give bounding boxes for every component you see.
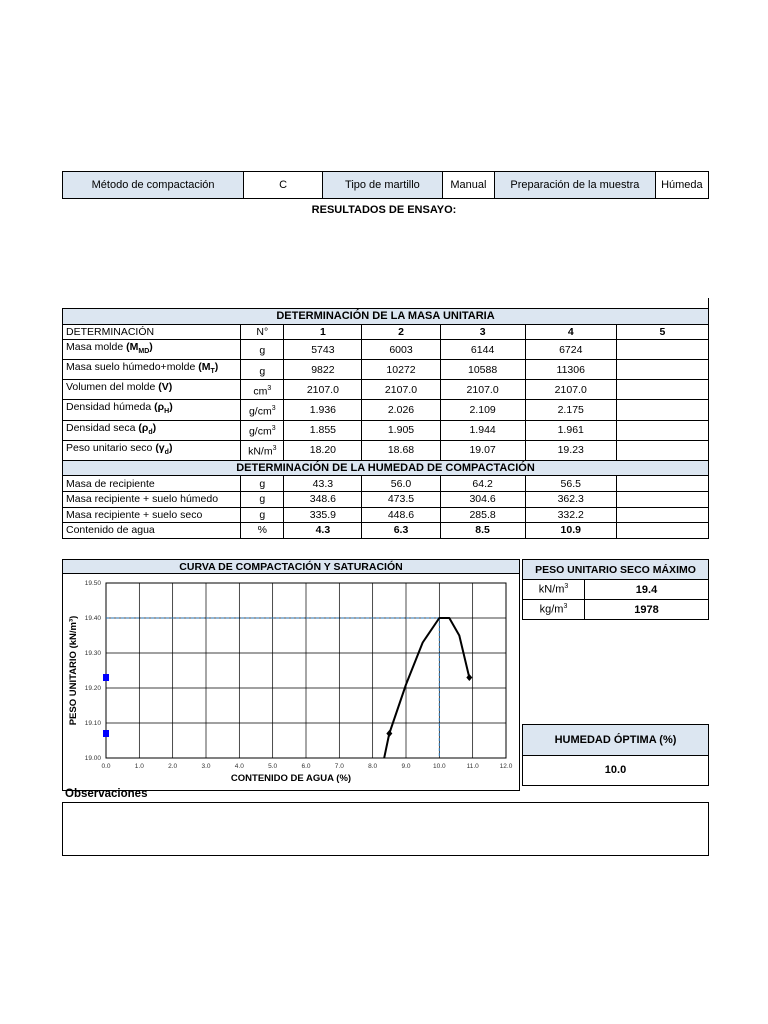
- row-value: 1.905: [362, 420, 440, 440]
- row-unit: $g/cm^3$: [241, 400, 284, 420]
- y-axis-label: PESO UNITARIO (kN/m³): [68, 615, 79, 726]
- x-tick-label: 1.0: [134, 763, 144, 770]
- y-tick-label: 19.10: [84, 720, 101, 727]
- row-label: Densidad húmeda $(\rho_H)$: [63, 400, 241, 420]
- row-label: Volumen del molde (V): [63, 380, 241, 400]
- row-value: 335.9: [284, 507, 362, 523]
- x-tick-label: 10.0: [433, 763, 446, 770]
- results-table: [62, 308, 709, 539]
- row-unit: g: [241, 360, 284, 380]
- row-value: 64.2: [440, 476, 525, 492]
- row-value: 2.109: [440, 400, 525, 420]
- x-tick-label: 9.0: [401, 763, 411, 770]
- data-point-marker: [466, 674, 472, 681]
- row-value: 19.07: [440, 440, 525, 460]
- x-tick-label: 5.0: [268, 763, 278, 770]
- table-row: [63, 476, 709, 492]
- preparacion-label: Preparación de la muestra: [495, 172, 656, 199]
- determinacion-header: DETERMINACIÓN: [63, 324, 241, 340]
- row-value: [616, 491, 708, 507]
- row-unit: $cm^3$: [241, 380, 284, 400]
- row-value: 19.23: [525, 440, 616, 460]
- x-tick-label: 0.0: [101, 763, 111, 770]
- x-tick-label: 4.0: [234, 763, 244, 770]
- row-value: [616, 523, 708, 539]
- compaction-curve: [383, 618, 470, 765]
- row-value: [616, 476, 708, 492]
- row-value: 2107.0: [440, 380, 525, 400]
- y-tick-label: 19.30: [84, 650, 101, 657]
- row-value: 6144: [440, 340, 525, 360]
- row-value: 1.961: [525, 420, 616, 440]
- row-value: 6003: [362, 340, 440, 360]
- table-row: [63, 340, 709, 360]
- row-value: [616, 420, 708, 440]
- table-row: [63, 440, 709, 460]
- row-label: Masa recipiente + suelo húmedo: [63, 491, 241, 507]
- row-label: Masa molde $(M_{MD})$: [63, 340, 241, 360]
- row-label: Masa recipiente + suelo seco: [63, 507, 241, 523]
- y-tick-label: 19.00: [84, 755, 101, 762]
- martillo-label: Tipo de martillo: [323, 172, 443, 199]
- row-value: 11306: [525, 360, 616, 380]
- results-title: RESULTADOS DE ENSAYO:: [311, 204, 457, 216]
- row-value: 4.3: [284, 523, 362, 539]
- row-value: [616, 440, 708, 460]
- row-value: [616, 360, 708, 380]
- row-value: 348.6: [284, 491, 362, 507]
- axis-point-marker: [103, 730, 109, 737]
- row-value: 1.855: [284, 420, 362, 440]
- row-value: 285.8: [440, 507, 525, 523]
- row-value: [616, 400, 708, 420]
- row-value: 18.68: [362, 440, 440, 460]
- table-row: [63, 420, 709, 440]
- row-value: 43.3: [284, 476, 362, 492]
- x-tick-label: 12.0: [499, 763, 513, 770]
- row-unit: g: [241, 491, 284, 507]
- x-axis-label: CONTENIDO DE AGUA (%): [230, 773, 352, 784]
- row-value: 304.6: [440, 491, 525, 507]
- data-point-marker: [386, 730, 392, 737]
- row-label: Masa suelo húmedo+molde $(M_T)$: [63, 360, 241, 380]
- table-row: [63, 380, 709, 400]
- y-tick-label: 19.40: [84, 615, 101, 622]
- row-value: [616, 507, 708, 523]
- x-tick-label: 11.0: [466, 763, 479, 770]
- peso-maximo-value-kg: 1978: [585, 600, 709, 620]
- column-header-3: 3: [440, 324, 525, 340]
- compaction-info-table: [62, 171, 709, 199]
- row-value: 1.944: [440, 420, 525, 440]
- metodo-label: Método de compactación: [63, 172, 244, 199]
- column-header-5: 5: [616, 324, 708, 340]
- preparacion-value: Húmeda: [655, 172, 708, 199]
- row-value: 56.0: [362, 476, 440, 492]
- table-row: [63, 523, 709, 539]
- martillo-value: Manual: [442, 172, 494, 199]
- masa-unitaria-title: DETERMINACIÓN DE LA MASA UNITARIA: [63, 309, 709, 325]
- metodo-value: C: [244, 172, 323, 199]
- peso-maximo-title: PESO UNITARIO SECO MÁXIMO: [523, 560, 709, 580]
- row-label: Contenido de agua: [63, 523, 241, 539]
- y-tick-label: 19.50: [84, 580, 101, 587]
- x-tick-label: 7.0: [334, 763, 344, 770]
- row-value: 6.3: [362, 523, 440, 539]
- x-tick-label: 2.0: [168, 763, 178, 770]
- chart-title: CURVA DE COMPACTACIÓN Y SATURACIÓN: [62, 559, 520, 574]
- row-value: [616, 380, 708, 400]
- table-row: [63, 360, 709, 380]
- row-value: 2.026: [362, 400, 440, 420]
- x-tick-label: 6.0: [301, 763, 311, 770]
- row-value: 10.9: [525, 523, 616, 539]
- compaction-chart: [62, 574, 520, 790]
- axis-point-marker: [103, 674, 109, 681]
- table-row: [63, 400, 709, 420]
- peso-maximo-unit-kg: $kg/m^3$: [523, 600, 585, 620]
- peso-maximo-table: [522, 559, 709, 620]
- row-value: 10588: [440, 360, 525, 380]
- row-value: 2.175: [525, 400, 616, 420]
- row-value: [616, 340, 708, 360]
- peso-maximo-value-kn: 19.4: [585, 580, 709, 600]
- column-header-4: 4: [525, 324, 616, 340]
- row-label: Densidad seca $(\rho_d)$: [63, 420, 241, 440]
- peso-maximo-unit-kn: $kN/m^3$: [523, 580, 585, 600]
- row-value: 9822: [284, 360, 362, 380]
- row-value: 332.2: [525, 507, 616, 523]
- row-unit: $g/cm^3$: [241, 420, 284, 440]
- humedad-optima-value: 10.0: [522, 755, 709, 786]
- table-row: [63, 491, 709, 507]
- row-value: 2107.0: [362, 380, 440, 400]
- row-value: 2107.0: [284, 380, 362, 400]
- row-unit: g: [241, 476, 284, 492]
- row-value: 362.3: [525, 491, 616, 507]
- row-value: 5743: [284, 340, 362, 360]
- x-tick-label: 3.0: [201, 763, 211, 770]
- column-header-1: 1: [284, 324, 362, 340]
- row-value: 448.6: [362, 507, 440, 523]
- row-value: 1.936: [284, 400, 362, 420]
- row-unit: %: [241, 523, 284, 539]
- row-value: 56.5: [525, 476, 616, 492]
- numero-header: N°: [241, 324, 284, 340]
- row-unit: g: [241, 340, 284, 360]
- table-row: [63, 507, 709, 523]
- row-value: 10272: [362, 360, 440, 380]
- observaciones-label: Observaciones: [65, 788, 148, 800]
- row-value: 6724: [525, 340, 616, 360]
- humedad-title: DETERMINACIÓN DE LA HUMEDAD DE COMPACTACIÓN: [63, 460, 709, 476]
- x-tick-label: 8.0: [368, 763, 378, 770]
- row-label: Peso unitario seco $(\gamma_d)$: [63, 440, 241, 460]
- column-header-2: 2: [362, 324, 440, 340]
- y-tick-label: 19.20: [84, 685, 101, 692]
- row-value: 8.5: [440, 523, 525, 539]
- observaciones-field[interactable]: [62, 802, 709, 856]
- humedad-optima-title: HUMEDAD ÓPTIMA (%): [522, 724, 709, 756]
- row-value: 2107.0: [525, 380, 616, 400]
- row-label: Masa de recipiente: [63, 476, 241, 492]
- row-unit: g: [241, 507, 284, 523]
- row-value: 473.5: [362, 491, 440, 507]
- row-unit: $kN/m^3$: [241, 440, 284, 460]
- row-value: 18.20: [284, 440, 362, 460]
